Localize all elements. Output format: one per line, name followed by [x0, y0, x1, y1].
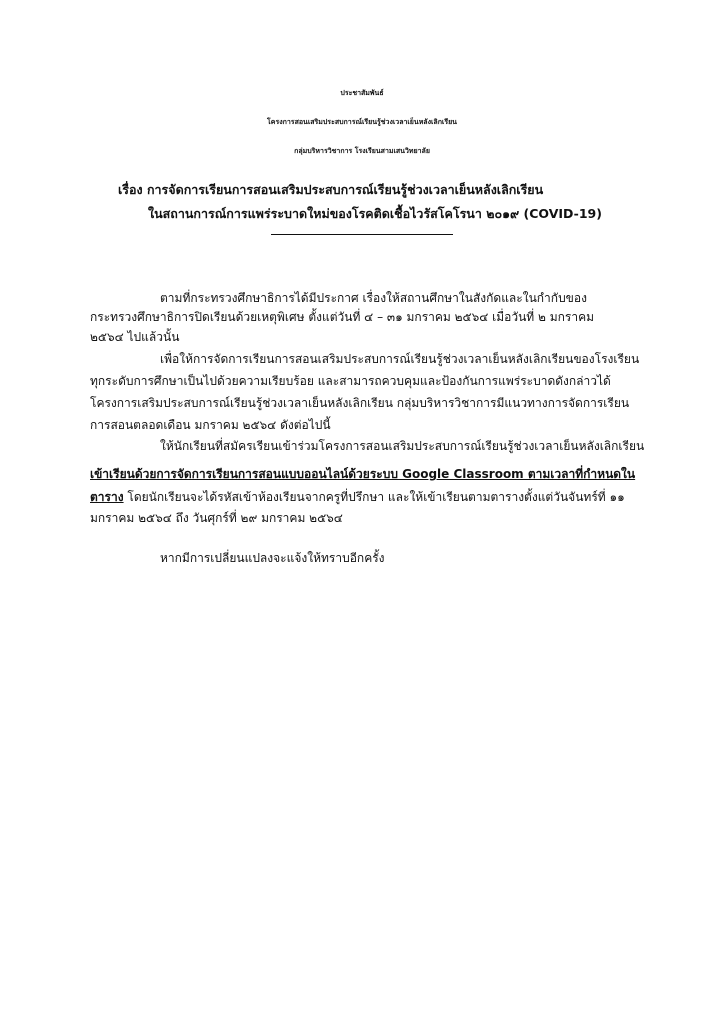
project-title: โครงการสอนเสริมประสบการณ์เรียนรู้ช่วงเวลาเย็นหลังเลิกเรียน — [267, 118, 457, 126]
paragraph3-line1: ให้นักเรียนที่สมัครเรียนเข้าร่วมโครงการสอนเสริมประสบการณ์เรียนรู้ช่วงเวลาเย็นหลังเลิกเรียน — [160, 439, 645, 453]
paragraph1-line2: กระทรวงศึกษาธิการปิดเรียนด้วยเหตุพิเศษ ตั้งแต่วันที่ ๔ – ๓๑ มกราคม ๒๕๖๔ เมื่อวันที่ ๒ มกราคม — [90, 310, 595, 324]
organization: กลุ่มบริหารวิชาการ โรงเรียนสามเสนวิทยาลัย — [294, 147, 430, 155]
paragraph2-line3: โครงการเสริมประสบการณ์เรียนรู้ช่วงเวลาเย็นหลังเลิกเรียน กลุ่มบริหารวิชาการมีแนวทางการจัดการเรียน — [90, 396, 630, 410]
paragraph3-line2: เข้าเรียนด้วยการจัดการเรียนการสอนแบบออนไลน์ด้วยระบบ Google Classroom ตามเวลาที่กำหนดใน — [90, 467, 636, 481]
paragraph2-line4: การสอนตลอดเดือน มกราคม ๒๕๖๔ ดังต่อไปนี้ — [90, 418, 331, 432]
paragraph3-line4: มกราคม ๒๕๖๔ ถึง วันศุกร์ที่ ๒๙ มกราคม ๒๕๖๔ — [90, 511, 343, 525]
paragraph2-line1: เพื่อให้การจัดการเรียนการสอนเสริมประสบการณ์เรียนรู้ช่วงเวลาเย็นหลังเลิกเรียนของโรงเรียน — [160, 352, 640, 366]
paragraph2-line2: ทุกระดับการศึกษาเป็นไปด้วยความเรียบร้อย และสามารถควบคุมและป้องกันการแพร่ระบาดดังกล่าวได้ — [90, 374, 611, 388]
paragraph3-line3-bold: ตาราง — [90, 490, 124, 504]
heading: ประชาสัมพันธ์ — [340, 89, 384, 97]
paragraph3-line3-rest: โดยนักเรียนจะได้รหัสเข้าห้องเรียนจากครูที่ปรึกษา และให้เข้าเรียนตามตารางตั้งแต่วันจันทร์ที่ ๑๑ — [123, 490, 625, 504]
divider — [271, 234, 453, 235]
subject-line-1: เรื่อง การจัดการเรียนการสอนเสริมประสบการณ์เรียนรู้ช่วงเวลาเย็นหลังเลิกเรียน — [118, 182, 544, 197]
closing-note: หากมีการเปลี่ยนแปลงจะแจ้งให้ทราบอีกครั้ง — [160, 551, 385, 565]
subject-line-2: ในสถานการณ์การแพร่ระบาดใหม่ของโรคติดเชื้อไวรัสโคโรนา ๒๐๑๙ (COVID-19) — [148, 206, 602, 221]
paragraph3-line3 — [90, 488, 625, 506]
paragraph1-line3: ๒๕๖๔ ไปแล้วนั้น — [90, 330, 180, 344]
paragraph1-line1: ตามที่กระทรวงศึกษาธิการได้มีประกาศ เรื่องให้สถานศึกษาในสังกัดและในกำกับของ — [160, 291, 587, 305]
